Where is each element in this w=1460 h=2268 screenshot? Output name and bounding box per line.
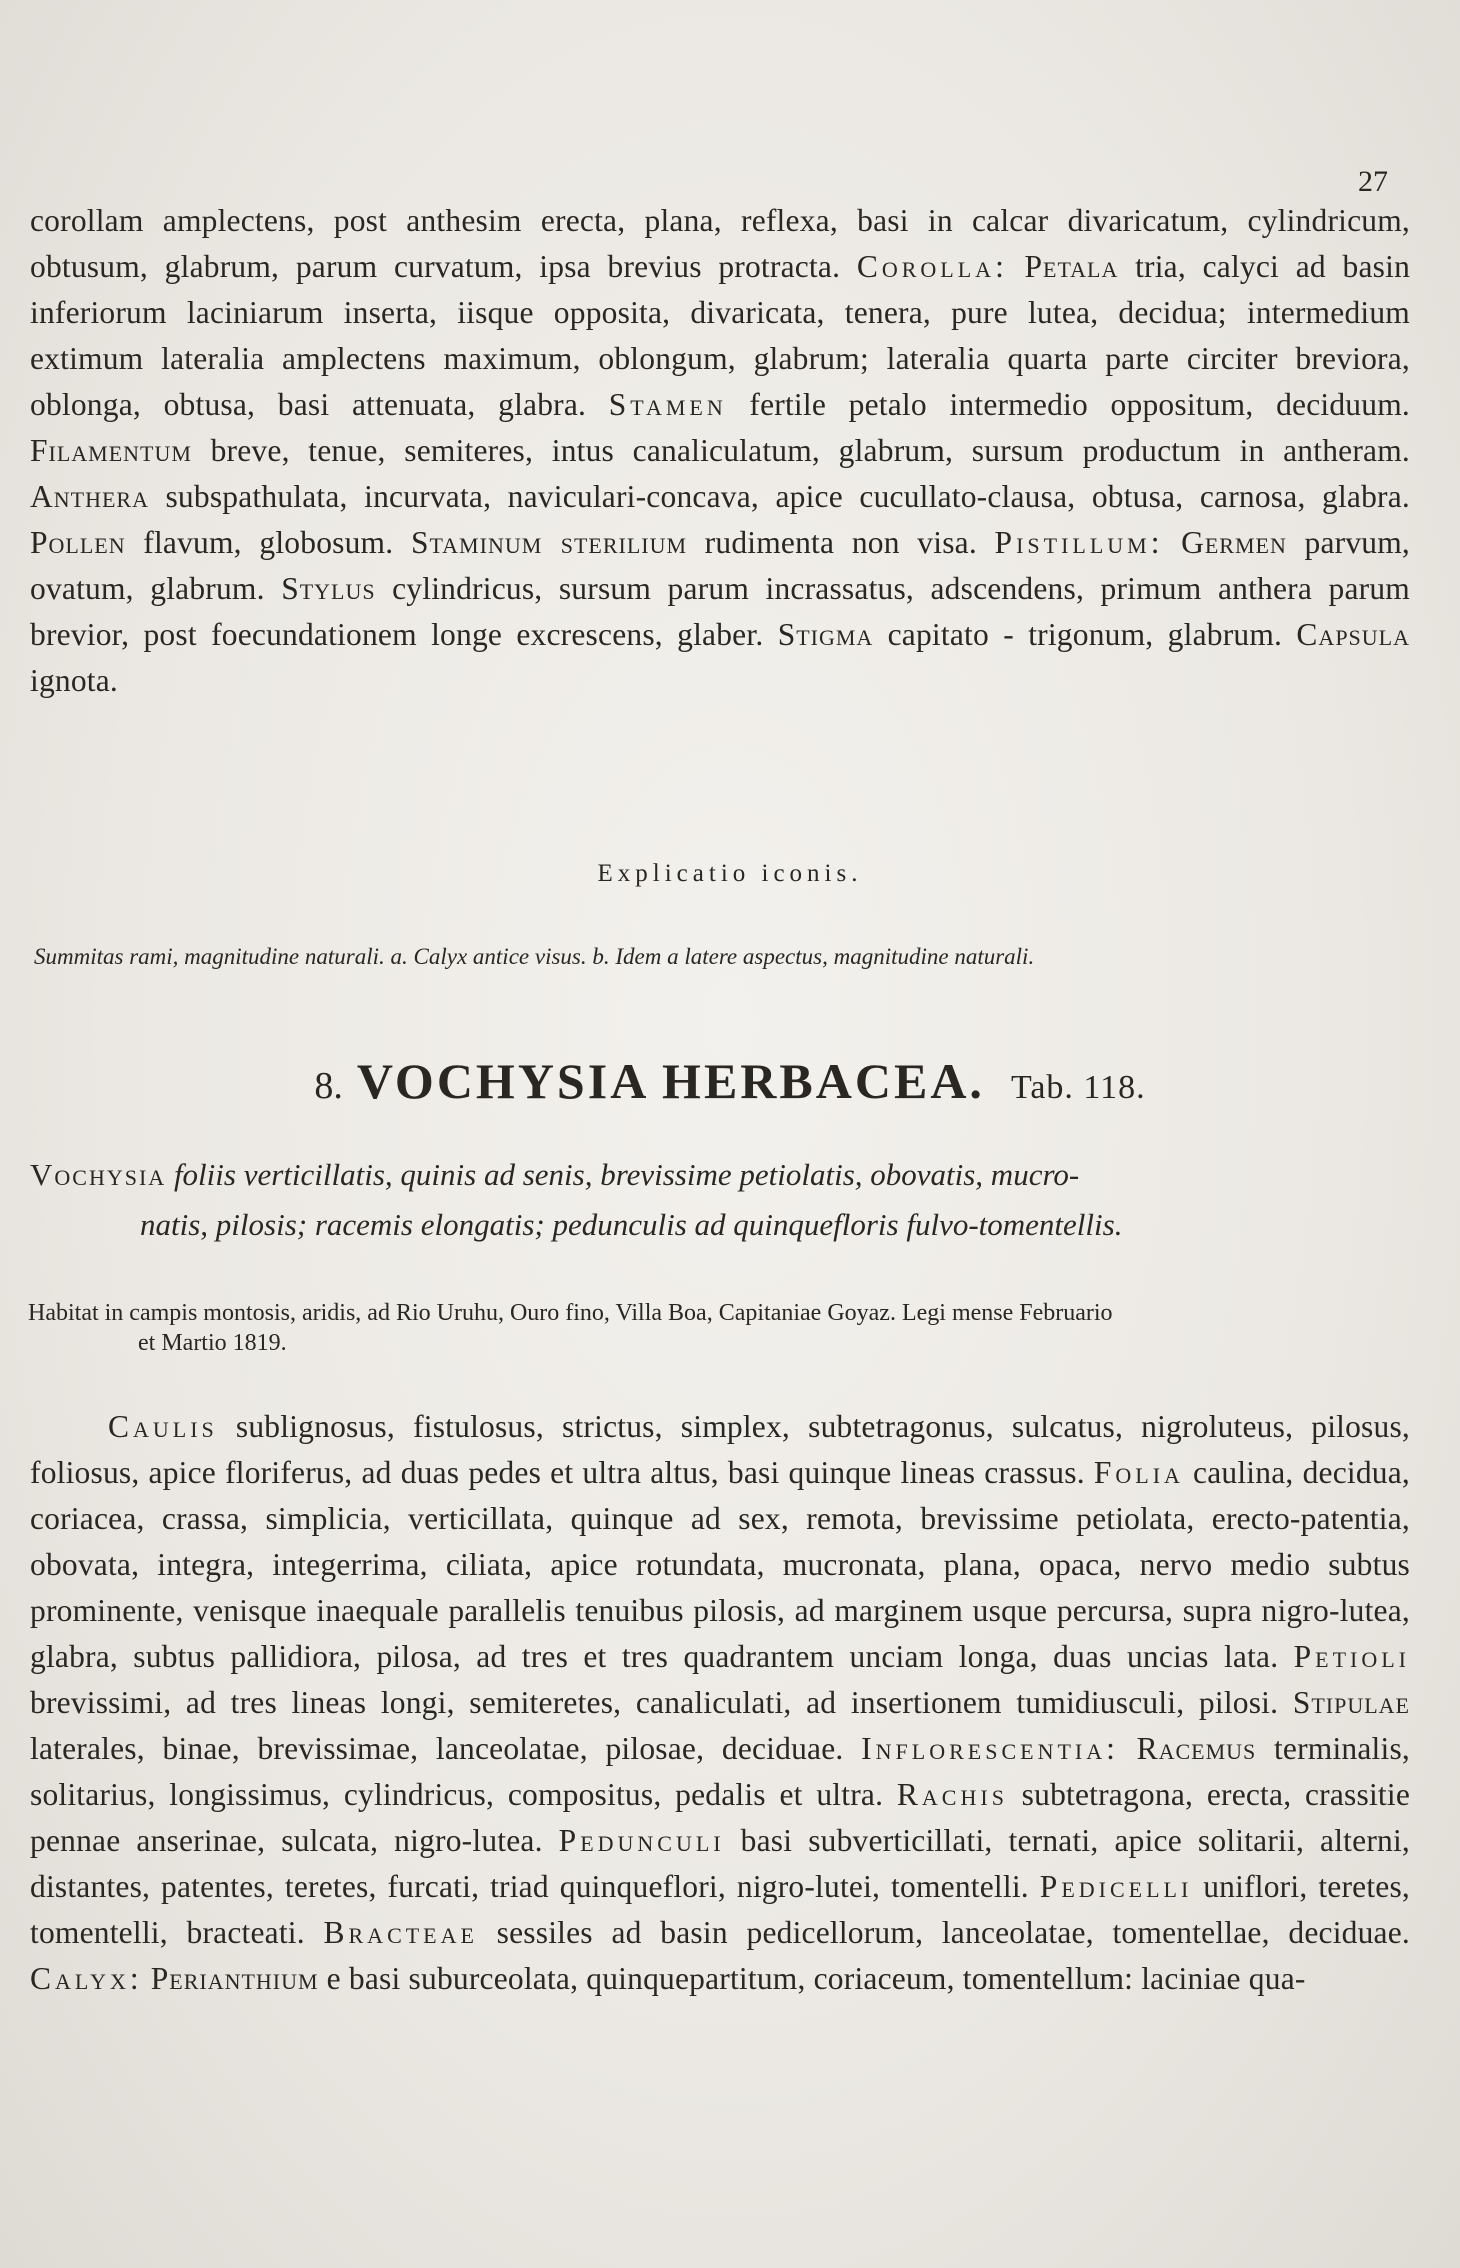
text-run: flavum, globosum. (125, 525, 411, 560)
text-run: capitato - trigonum, glabrum. (873, 617, 1297, 652)
species-name: VOCHYSIA HERBACEA. (356, 1053, 985, 1109)
term-small-caps: Capsula (1296, 617, 1411, 652)
term-small-caps: Pistillum: (994, 525, 1164, 560)
term-small-caps: Caulis (108, 1409, 218, 1444)
term-small-caps: Stamen (608, 387, 727, 422)
species-heading (0, 1052, 1460, 1110)
habitat-line-2: et Martio 1819. (138, 1330, 287, 1356)
term-small-caps: Pollen (30, 525, 126, 560)
page-number: 27 (1358, 165, 1388, 198)
description-paragraph-continued (30, 198, 1410, 704)
text-run: tria, calyci ad basin inferiorum laciniarum inserta, iisque opposita, divaricata, tenera, pure lutea, decidua; intermedium extimum lateralia amplectens maximum, oblongum, glabrum; lateralia quarta parte circiter breviora, oblonga, obtusa, basi attenuata, glabra. (30, 249, 1411, 422)
term-small-caps: Filamentum (30, 433, 192, 468)
species-diagnosis (30, 1150, 1410, 1250)
text-run: terminalis, solitarius, longissimus, cylindricus, compositus, pedalis et ultra. (30, 1731, 1410, 1812)
diagnosis-line-1: foliis verticillatis, quinis ad senis, brevissime petiolatis, obovatis, mucro- (173, 1157, 1080, 1192)
text-run (1163, 525, 1181, 560)
text-run (143, 1961, 151, 1996)
term-small-caps: Anthera (30, 479, 149, 514)
habitat-line-1: Habitat in campis montosis, aridis, ad Rio Uruhu, Ouro fino, Villa Boa, Capitaniae Goyaz. Legi mense Februario (28, 1300, 1113, 1326)
text-run: rudimenta non visa. (687, 525, 995, 560)
term-small-caps: Stylus (281, 571, 376, 606)
text-run: uniflori, teretes, tomentelli, bracteati. (30, 1869, 1411, 1950)
term-small-caps: Petioli (1293, 1639, 1410, 1674)
text-run: fertile petalo intermedio oppositum, deciduum. (726, 387, 1410, 422)
text-run: laterales, binae, brevissimae, lanceolatae, pilosae, deciduae. (30, 1731, 862, 1766)
text-run: basi subverticillati, ternati, apice solitarii, alterni, distantes, patentes, teretes, furcati, triad quinqueflori, nigro-lutei, tomentelli. (30, 1823, 1410, 1904)
text-run: sublignosus, fistulosus, strictus, simplex, subtetragonus, sulcatus, nigroluteus, pilosus, foliosus, apice floriferus, ad duas pedes et ultra altus, basi quinque lineas crassus. (30, 1409, 1410, 1490)
text-run: parvum, ovatum, glabrum. (30, 525, 1411, 606)
plate-reference: Tab. 118. (1010, 1069, 1146, 1106)
term-small-caps: Petala (1024, 249, 1119, 284)
text-run: subtetragona, erecta, crassitie pennae anserinae, sulcata, nigro-lutea. (30, 1777, 1411, 1858)
paragraph-text (30, 198, 1410, 704)
text-run: caulina, decidua, coriacea, crassa, simplicia, verticillata, quinque ad sex, remota, brevissime petiolata, erecto-patentia, obovata, integra, integerrima, ciliata, apice rotundata, mucronata, plana, opaca, nervo medio subtus prominente, venisque inaequale parallelis tenuibus pilosis, ad marginem usque percursa, supra nigro-lutea, glabra, subtus pallidiora, pilosa, ad tres et tres quadrantem unciam longa, duas uncias lata. (30, 1455, 1410, 1674)
species-description (30, 1404, 1410, 2002)
term-small-caps: Stipulae (1292, 1685, 1410, 1720)
term-small-caps: Staminum sterilium (410, 525, 688, 560)
habitat-note (28, 1298, 1408, 1358)
text-run: brevissimi, ad tres lineas longi, semiteretes, canaliculati, ad insertionem tumidiusculi, pilosi. (30, 1685, 1293, 1720)
diagnosis-genus: Vochysia (30, 1157, 167, 1192)
text-run: cylindricus, sursum parum incrassatus, adscendens, primum anthera parum brevior, post foecundationem longe excrescens, glaber. (30, 571, 1411, 652)
paragraph-text (30, 1404, 1410, 2002)
diagnosis-line-2: natis, pilosis; racemis elongatis; pedunculis ad quinquefloris fulvo-tomentellis. (140, 1207, 1123, 1242)
term-small-caps: Pedunculi (558, 1823, 725, 1858)
term-small-caps: Inflorescentia: (861, 1731, 1119, 1766)
species-number: 8. (314, 1065, 343, 1107)
explicatio-heading: Explicatio iconis. (597, 860, 863, 887)
explicatio-caption: Summitas rami, magnitudine naturali. a. Calyx antice visus. b. Idem a latere aspectus, magnitudine naturali. (34, 944, 1035, 969)
term-small-caps: Bracteae (323, 1915, 478, 1950)
text-run: corollam amplectens, post anthesim erecta, plana, reflexa, basi in calcar divaricatum, cylindricum, obtusum, glabrum, parum curvatum, ipsa brevius protracta. (30, 203, 1410, 284)
term-small-caps: Stigma (777, 617, 874, 652)
term-small-caps: Pedicelli (1039, 1869, 1193, 1904)
text-run: subspathulata, incurvata, naviculari-concava, apice cucullato-clausa, obtusa, carnosa, glabra. (148, 479, 1410, 514)
term-small-caps: Perianthium (150, 1961, 319, 1996)
term-small-caps: Calyx: (30, 1961, 143, 1996)
text-run: breve, tenue, semiteres, intus canaliculatum, glabrum, sursum productum in antheram. (191, 433, 1410, 468)
text-run (1008, 249, 1025, 284)
term-small-caps: Germen (1181, 525, 1287, 560)
text-run: ignota. (30, 663, 119, 698)
term-small-caps: Racemus (1136, 1731, 1257, 1766)
text-run (1119, 1731, 1137, 1766)
text-run: sessiles ad basin pedicellorum, lanceolatae, tomentellae, deciduae. (477, 1915, 1410, 1950)
term-small-caps: Corolla: (856, 249, 1008, 284)
term-small-caps: Folia (1093, 1455, 1184, 1490)
text-run: e basi suburceolata, quinquepartitum, coriaceum, tomentellum: laciniae qua- (318, 1961, 1306, 1996)
term-small-caps: Rachis (896, 1777, 1008, 1812)
